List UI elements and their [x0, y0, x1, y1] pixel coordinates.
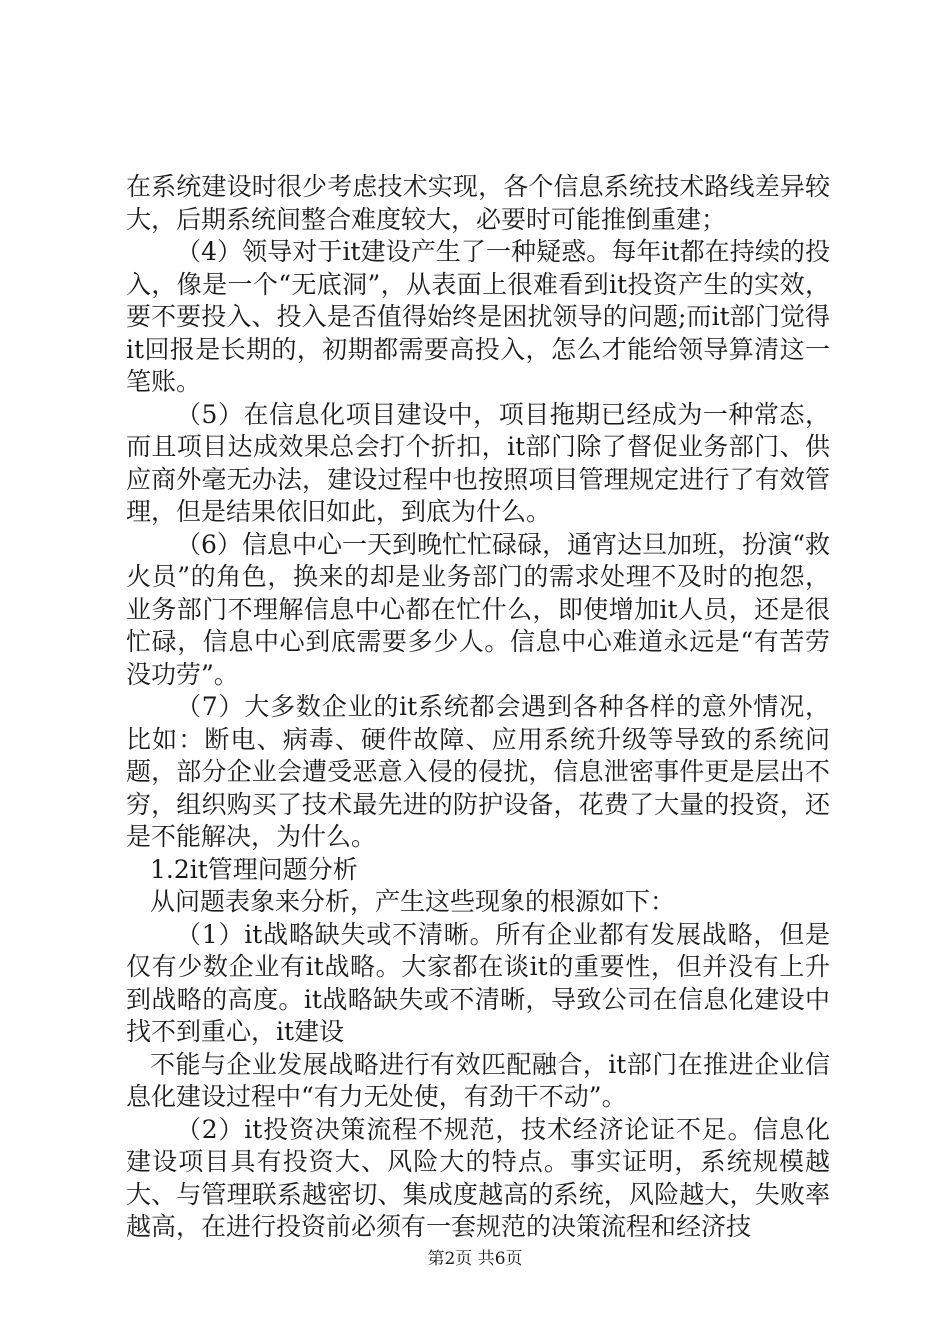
- page-footer: 第2页 共6页: [427, 1249, 523, 1269]
- paragraph: （5）在信息化项目建设中，项目拖期已经成为一种常态，而且项目达成效果总会打个折扣，it部门除了督促业务部门、供应商外毫无办法，建设过程中也按照项目管理规定进行了有效管理，但是结果依旧如此，到底为什么。: [126, 399, 830, 526]
- paragraph: 不能与企业发展战略进行有效匹配融合，it部门在推进企业信息化建设过程中“有力无处使，有劲干不动”。: [126, 1049, 830, 1111]
- paragraph: （7）大多数企业的it系统都会遇到各种各样的意外情况，比如：断电、病毒、硬件故障、应用系统升级等导致的系统问题，部分企业会遭受恶意入侵的侵扰，信息泄密事件更是层出不穷，组织购买了技术最先进的防护设备，花费了大量的投资，还是不能解决，为什么。: [126, 692, 830, 851]
- paragraph: （2）it投资决策流程不规范，技术经济论证不足。信息化建设项目具有投资大、风险大的特点。事实证明，系统规模越大、与管理联系越密切、集成度越高的系统，风险越大，失败率越高，在进行投资前必须有一套规范的决策流程和经济技: [126, 1114, 830, 1241]
- paragraph: （6）信息中心一天到晚忙忙碌碌，通宵达旦加班，扮演“救火员”的角色，换来的却是业务部门的需求处理不及时的抱怨，业务部门不理解信息中心都在忙什么，即使增加it人员，还是很忙碌，信息中心到底需要多少人。信息中心难道永远是“有苦劳没功劳”。: [126, 529, 830, 689]
- paragraph: （1）it战略缺失或不清晰。所有企业都有发展战略，但是仅有少数企业有it战略。大家都在谈it的重要性，但并没有上升到战略的高度。it战略缺失或不清晰，导致公司在信息化建设中找不到重心，it建设: [126, 919, 830, 1046]
- paragraph: 从问题表象来分析，产生这些现象的根源如下：: [150, 887, 676, 916]
- paragraph: 在系统建设时很少考虑技术实现，各个信息系统技术路线差异较大，后期系统间整合难度较大，必要时可能推倒重建；: [126, 172, 830, 234]
- section-heading: 1.2it管理问题分析: [150, 854, 358, 884]
- document-body: [126, 171, 830, 1244]
- paragraph: （4）领导对于it建设产生了一种疑惑。每年it都在持续的投入，像是一个“无底洞”，从表面上很难看到it投资产生的实效，要不要投入、投入是否值得始终是困扰领导的问题;而it部门觉得it回报是长期的，初期都需要高投入，怎么才能给领导算清这一笔账。: [126, 237, 830, 396]
